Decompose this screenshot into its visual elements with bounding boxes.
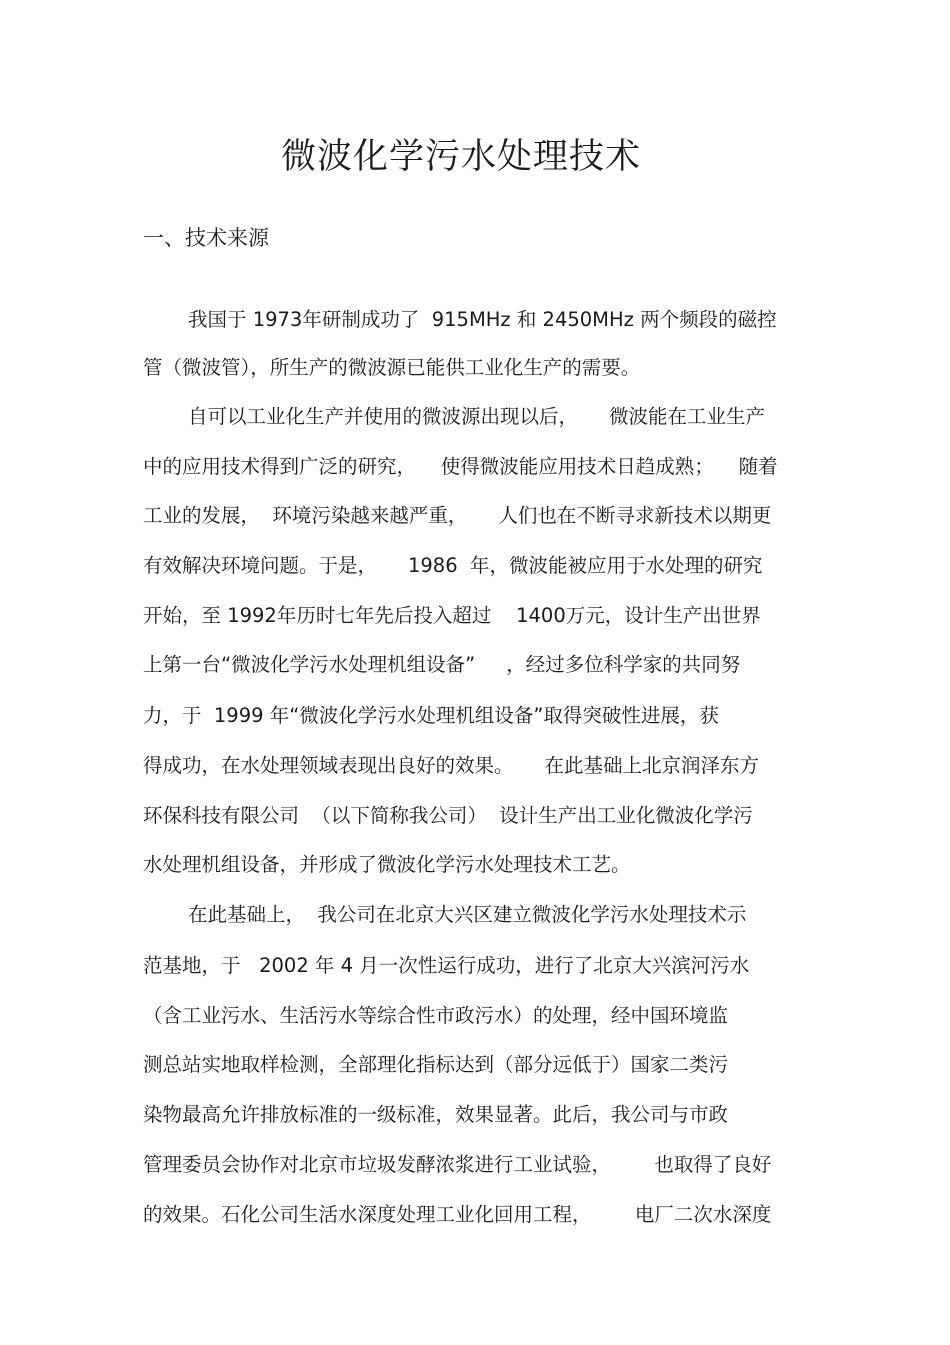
text-line: 水处理机组设备，并形成了微波化学污水处理技术工艺。	[143, 853, 631, 876]
text-line: 的效果。石化公司生活水深度处理工业化回用工程， 电厂二次水深度	[143, 1203, 772, 1226]
text-line: 管理委员会协作对北京市垃圾发酵浓浆进行工业试验， 也取得了良好	[143, 1153, 772, 1176]
text-line: 在此基础上， 我公司在北京大兴区建立微波化学污水处理技术示	[188, 903, 747, 926]
text-line: 得成功，在水处理领域表现出良好的效果。 在此基础上北京润泽东方	[143, 754, 759, 777]
text-line: 管（微波管），所生产的微波源已能供工业化生产的需要。	[143, 356, 641, 379]
text-line: 开始，至 1992年历时七年先后投入超过 1400万元，设计生产出世界	[143, 604, 761, 627]
text-line: 上第一台“微波化学污水处理机组设备” ，经过多位科学家的共同努	[143, 653, 741, 676]
text-line: 范基地，于 2002 年 4 月一次性运行成功，进行了北京大兴滨河污水	[143, 954, 750, 977]
text-line: （含工业污水、生活污水等综合性市政污水）的处理，经中国环境监	[143, 1004, 729, 1027]
text-line: 环保科技有限公司 （以下简称我公司） 设计生产出工业化微波化学污	[143, 804, 753, 827]
document-title: 微波化学污水处理技术	[280, 137, 641, 177]
text-line: 染物最高允许排放标准的一级标准，效果显著。此后，我公司与市政	[143, 1103, 729, 1126]
text-line: 工业的发展， 环境污染越来越严重， 人们也在不断寻求新技术以期更	[143, 504, 772, 527]
text-line: 力，于 1999 年“微波化学污水处理机组设备”取得突破性进展，获	[143, 704, 719, 727]
section-heading: 一、技术来源	[143, 226, 269, 250]
text-line: 自可以工业化生产并使用的微波源出现以后， 微波能在工业生产	[188, 405, 765, 428]
text-line: 中的应用技术得到广泛的研究， 使得微波能应用技术日趋成熟； 随着	[143, 455, 778, 478]
text-line: 有效解决环境问题。于是， 1986 年，微波能被应用于水处理的研究	[143, 554, 763, 577]
text-line: 我国于 1973年研制成功了 915MHz 和 2450MHz 两个频段的磁控	[188, 308, 777, 331]
text-line: 测总站实地取样检测，全部理化指标达到（部分远低于）国家二类污	[143, 1053, 729, 1076]
